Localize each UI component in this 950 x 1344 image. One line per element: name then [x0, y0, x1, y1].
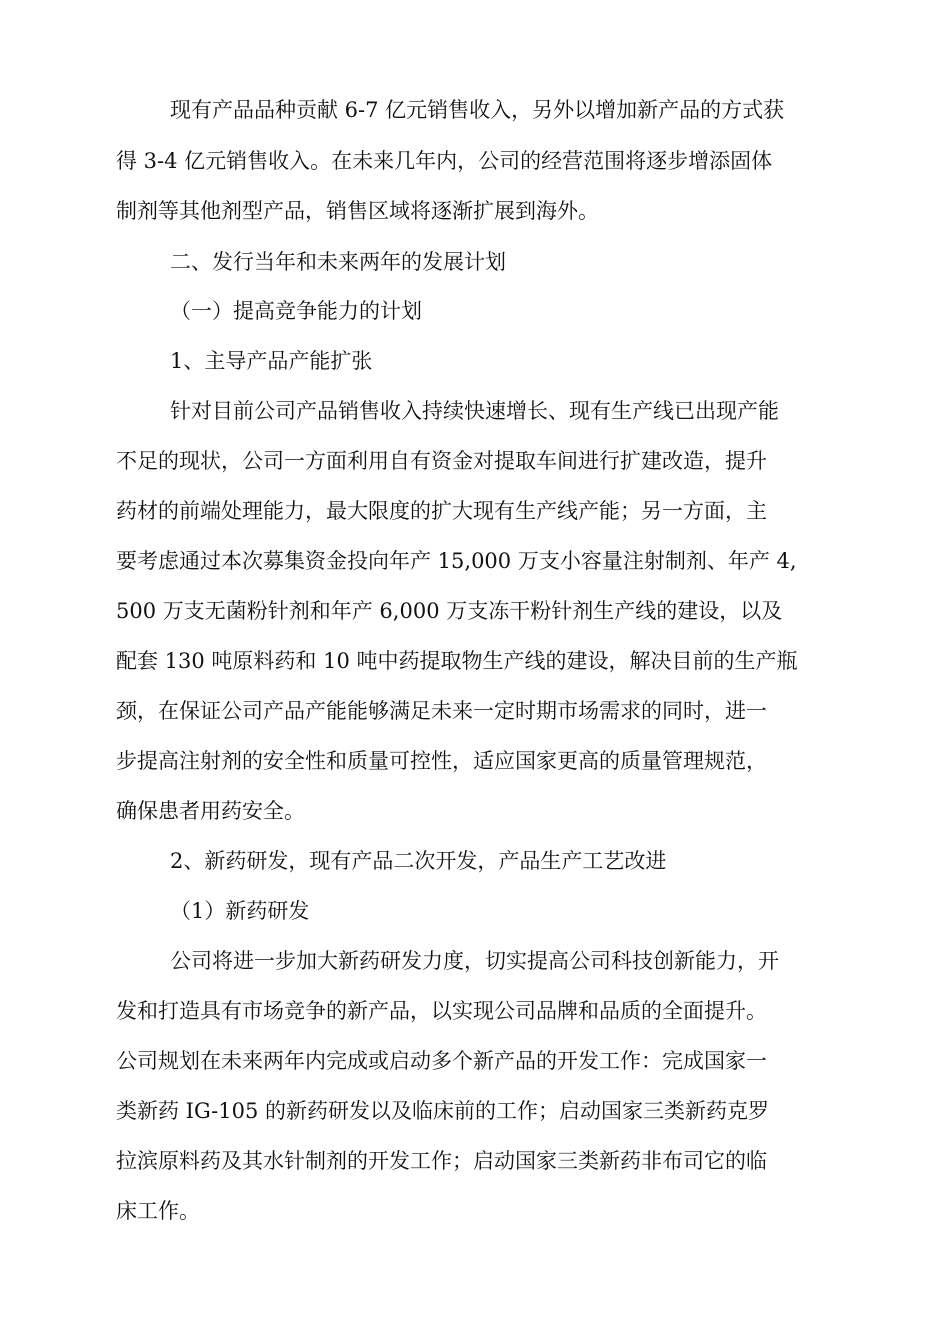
subsection-heading: （一）提高竞争能力的计划: [170, 299, 422, 323]
text-line-22: 拉滨原料药及其水针制剂的开发工作；启动国家三类新药非布司它的临: [116, 1149, 767, 1173]
text-line-3: 制剂等其他剂型产品，销售区域将逐渐扩展到海外。: [116, 199, 599, 223]
text-line-7: 针对目前公司产品销售收入持续快速增长、现有生产线已出现产能: [170, 399, 779, 423]
text-line-9: 药材的前端处理能力，最大限度的扩大现有生产线产能；另一方面，主: [116, 499, 767, 523]
text-line-1: 现有产品品种贡献 6-7 亿元销售收入，另外以增加新产品的方式获: [170, 98, 785, 122]
text-line-8: 不足的现状，公司一方面利用自有资金对提取车间进行扩建改造，提升: [116, 449, 767, 473]
text-line-10: 要考虑通过本次募集资金投向年产 15,000 万支小容量注射制剂、年产 4,: [116, 549, 797, 573]
text-line-2: 得 3-4 亿元销售收入。在未来几年内，公司的经营范围将逐步增添固体: [116, 149, 773, 173]
text-line-13: 颈，在保证公司产品产能能够满足未来一定时期市场需求的同时，进一: [116, 699, 767, 723]
text-line-14: 步提高注射剂的安全性和质量可控性，适应国家更高的质量管理规范，: [116, 749, 767, 773]
text-line-18: 公司将进一步加大新药研发力度，切实提高公司科技创新能力，开: [170, 949, 779, 973]
text-line-19: 发和打造具有市场竞争的新产品，以实现公司品牌和品质的全面提升。: [116, 999, 767, 1023]
text-line-21: 类新药 IG-105 的新药研发以及临床前的工作；启动国家三类新药克罗: [116, 1099, 769, 1123]
text-line-12: 配套 130 吨原料药和 10 吨中药提取物生产线的建设，解决目前的生产瓶: [116, 649, 798, 673]
text-line-15: 确保患者用药安全。: [116, 799, 305, 823]
sub-item-heading: （1）新药研发: [170, 899, 310, 923]
text-line-11: 500 万支无菌粉针剂和年产 6,000 万支冻干粉针剂生产线的建设，以及: [116, 599, 783, 623]
text-line-23: 床工作。: [116, 1199, 200, 1223]
item-heading-2: 2、新药研发，现有产品二次开发，产品生产工艺改进: [170, 849, 667, 873]
section-heading: 二、发行当年和未来两年的发展计划: [170, 250, 506, 274]
text-line-20: 公司规划在未来两年内完成或启动多个新产品的开发工作：完成国家一: [116, 1049, 767, 1073]
item-heading-1: 1、主导产品产能扩张: [170, 349, 373, 373]
